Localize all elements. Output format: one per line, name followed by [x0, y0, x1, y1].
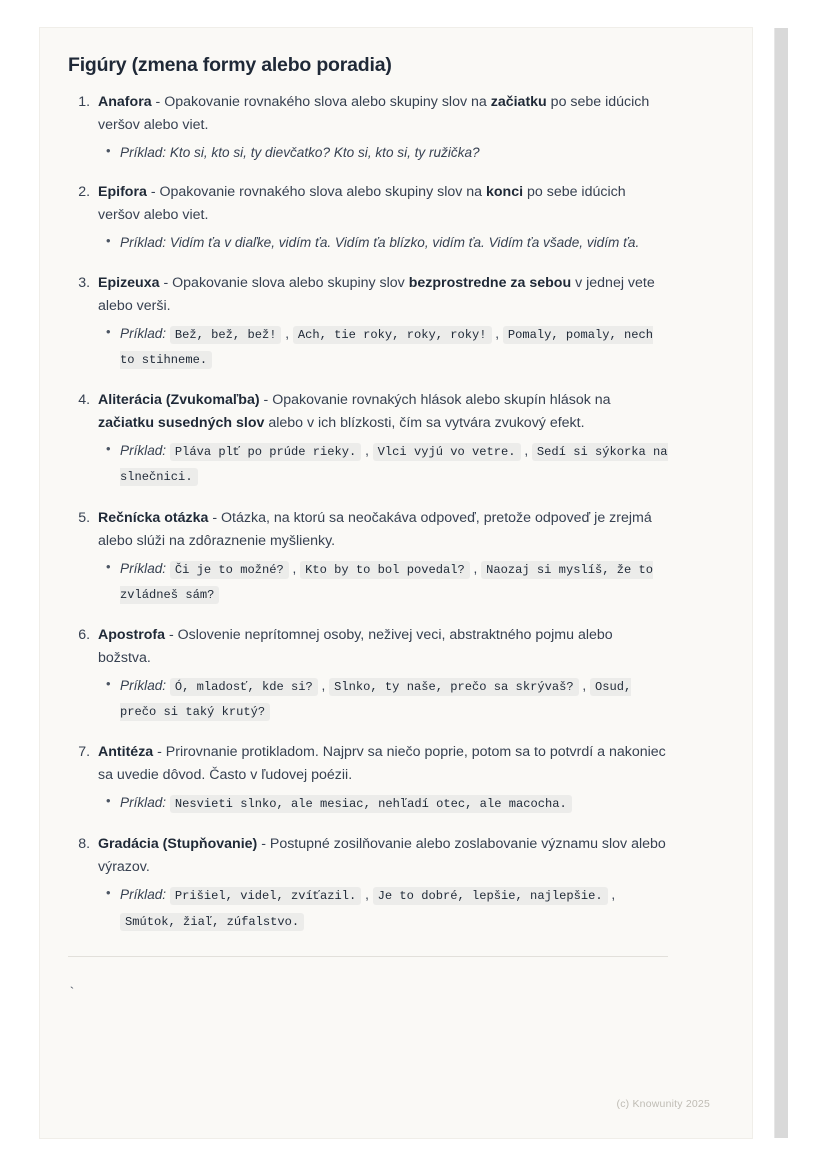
example-item [120, 674, 668, 724]
example-code: Prišiel, videl, zvíťazil. [170, 887, 361, 905]
figure-dash: - [259, 392, 273, 409]
example-code: Pláva plť po prúde rieky. [170, 443, 361, 461]
figure-item [94, 91, 668, 164]
example-label: Príklad: [120, 235, 167, 251]
example-code: Osud, prečo si taký krutý? [120, 679, 632, 720]
code-separator: , [288, 560, 301, 576]
figure-description-emphasis: začiatku susedných slov [98, 415, 265, 432]
example-code: Vlci vyjú vo vetre. [373, 443, 521, 461]
example-list [98, 557, 668, 607]
figure-description: Opakovanie rovnakého slova alebo skupiny slov na [164, 94, 491, 110]
example-item [120, 141, 668, 164]
code-separator: , [361, 887, 373, 903]
figure-description: Oslovenie neprítomnej osoby, neživej veci, abstraktného pojmu alebo božstva. [98, 626, 613, 666]
figure-item [94, 624, 668, 724]
figure-description: Postupné zosilňovanie alebo zoslabovanie významu slov alebo výrazov. [98, 836, 666, 876]
example-code: Kto by to bol povedal? [300, 561, 470, 579]
figure-description: Opakovanie rovnakého slova alebo skupiny slov na [159, 184, 486, 201]
figure-item [94, 389, 668, 489]
figure-item [94, 741, 668, 816]
figures-list [68, 91, 668, 934]
example-item [120, 883, 668, 933]
figure-dash: - [159, 274, 173, 291]
example-code: Je to dobré, lepšie, najlepšie. [373, 887, 608, 905]
figure-item [94, 507, 668, 607]
figure-dash: - [257, 836, 270, 853]
figure-description-emphasis: začiatku [490, 94, 547, 110]
figure-description: Otázka, na ktorú sa neočakáva odpoveď, pretože odpoveď je zrejmá alebo slúži na zdôraznenie myšlienky. [98, 509, 652, 549]
code-separator: , [491, 325, 503, 341]
example-code: Slnko, ty naše, prečo sa skrývaš? [329, 678, 579, 696]
code-separator: , [520, 443, 532, 459]
copyright-footer: (c) Knowunity 2025 [616, 1098, 710, 1110]
figure-term: Rečnícka otázka [98, 509, 209, 526]
figure-item [94, 272, 668, 372]
figure-description-tail: po sebe idúcich veršov alebo viet. [98, 94, 650, 133]
example-item [120, 439, 668, 489]
example-item [120, 322, 668, 372]
example-list [98, 791, 668, 816]
figure-description-tail: alebo v ich blízkosti, čím sa vytvára zvukový efekt. [264, 415, 585, 432]
content-divider [68, 956, 668, 957]
example-label: Príklad: [120, 145, 167, 160]
example-code: Ó, mladosť, kde si? [170, 678, 318, 696]
example-list [98, 439, 668, 489]
example-code: Nesvieti slnko, ale mesiac, nehľadí otec, ale macocha. [170, 795, 572, 813]
example-list [98, 883, 668, 933]
example-code: Pomaly, pomaly, nech to stihneme. [120, 327, 654, 367]
scrollbar-thumb[interactable] [775, 28, 788, 1138]
code-separator: , [361, 443, 373, 459]
example-list [98, 141, 668, 164]
code-separator: , [607, 887, 616, 903]
example-text: Kto si, kto si, ty dievčatko? Kto si, kto si, ty ružička? [166, 145, 480, 160]
figure-item [94, 833, 668, 933]
figure-dash: - [146, 184, 160, 201]
example-code: Sedí si sýkorka na slnečnici. [120, 445, 668, 485]
figure-description: Opakovanie slova alebo skupiny slov [172, 274, 409, 291]
example-code: Smútok, žiaľ, zúfalstvo. [120, 913, 304, 931]
example-label: Príklad: [120, 325, 167, 341]
example-label: Príklad: [120, 443, 167, 459]
figure-dash: - [165, 626, 178, 643]
example-code: Naozaj si myslíš, že to zvládneš sám? [120, 562, 654, 602]
figure-term: Epizeuxa [98, 274, 160, 291]
figure-description-emphasis: bezprostredne za sebou [408, 274, 572, 291]
example-list [98, 231, 668, 254]
figure-description: Opakovanie rovnakých hlások alebo skupín hlások na [272, 392, 611, 409]
document-sheet [40, 28, 752, 1138]
page-title: Figúry (zmena formy alebo poradia) [68, 54, 392, 76]
example-list [98, 322, 668, 372]
example-item [120, 231, 668, 254]
example-item [120, 557, 668, 607]
figure-dash: - [153, 744, 166, 761]
code-separator: , [317, 677, 330, 693]
example-code: Či je to možné? [170, 561, 289, 579]
document-content [68, 28, 668, 1000]
figure-dash: - [208, 509, 222, 526]
figure-term: Anafora [98, 94, 152, 110]
code-separator: , [469, 560, 482, 576]
figure-description: Prirovnanie protikladom. Najprv sa niečo poprie, potom sa to potvrdí a nakoniec sa uvedie dôvod. Často v ľudovej poézii. [98, 744, 666, 784]
stray-backtick: ` [68, 984, 76, 1000]
figure-term: Epifora [98, 184, 147, 201]
example-item [120, 791, 668, 816]
figure-description-emphasis: konci [486, 184, 524, 201]
example-list [98, 674, 668, 724]
figure-item [94, 181, 668, 254]
example-label: Príklad: [120, 887, 167, 903]
figure-description-tail: po sebe idúcich veršov alebo viet. [98, 184, 626, 224]
example-label: Príklad: [120, 677, 167, 693]
figure-term: Gradácia (Stupňovanie) [98, 836, 258, 853]
figure-term: Apostrofa [98, 626, 165, 643]
example-code: Bež, bež, bež! [170, 326, 282, 344]
figure-term: Antitéza [98, 744, 154, 761]
example-label: Príklad: [120, 560, 167, 576]
code-separator: , [578, 677, 590, 693]
example-code: Ach, tie roky, roky, roky! [293, 326, 492, 344]
code-separator: , [281, 325, 293, 341]
figure-description-tail: v jednej vete alebo verši. [98, 274, 655, 314]
example-label: Príklad: [120, 795, 167, 811]
figure-term: Aliterácia (Zvukomaľba) [98, 392, 260, 409]
figure-dash: - [151, 94, 165, 110]
example-text: Vidím ťa v diaľke, vidím ťa. Vidím ťa blízko, vidím ťa. Vidím ťa všade, vidím ťa. [166, 235, 640, 251]
